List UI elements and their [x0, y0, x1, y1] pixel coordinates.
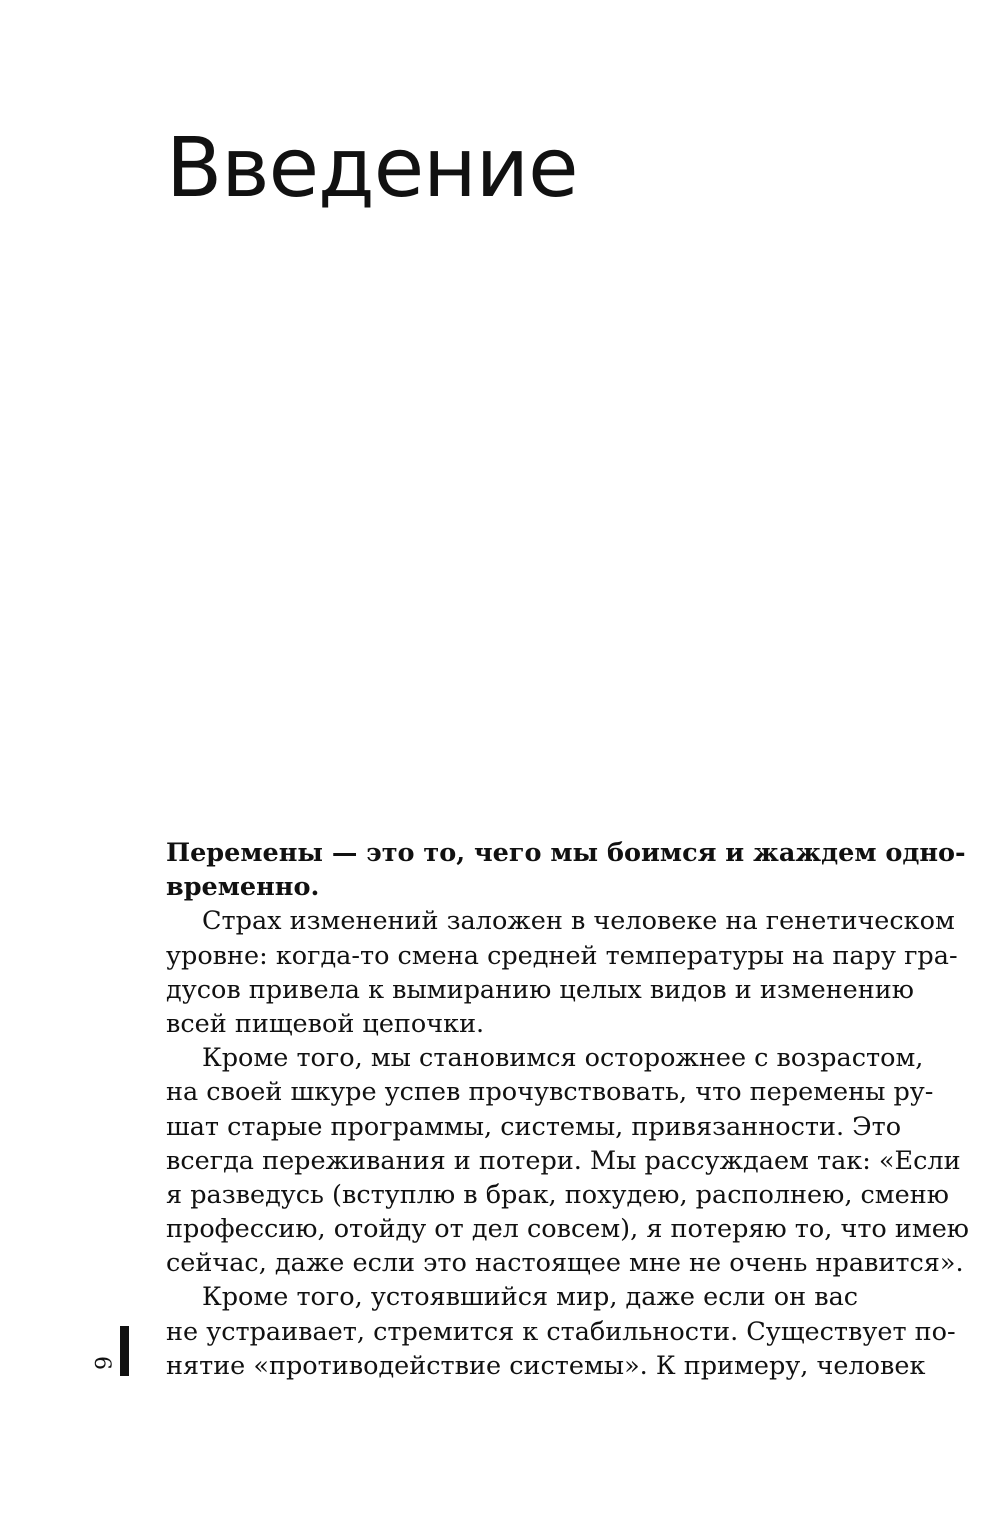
chapter-title: Введение: [166, 121, 578, 216]
text-line-10: всегда переживания и потери. Мы рассуждаем так: «Если: [166, 1145, 961, 1176]
text-line-1: Перемены — это то, чего мы боимся и жаждем одно-: [166, 838, 966, 868]
text-line-9: шат старые программы, системы, привязанности. Это: [166, 1111, 902, 1142]
text-line-2: временно.: [166, 872, 320, 903]
text-line-3: Страх изменений заложен в человеке на генетическом: [202, 906, 955, 937]
text-line-16: нятие «противодействие системы». К примеру, человек: [166, 1350, 926, 1381]
page-number: 6: [89, 1356, 114, 1370]
text-line-6: всей пищевой цепочки.: [166, 1008, 485, 1039]
text-line-14: Кроме того, устоявшийся мир, даже если он вас: [202, 1282, 859, 1313]
body-text: [166, 836, 970, 1383]
text-line-12: профессию, отойду от дел совсем), я потеряю то, что имею: [166, 1214, 970, 1245]
text-line-13: сейчас, даже если это настоящее мне не очень нравится».: [166, 1248, 964, 1279]
text-line-7: Кроме того, мы становимся осторожнее с возрастом,: [202, 1043, 924, 1074]
text-line-11: я разведусь (вступлю в брак, похудею, располнею, сменю: [166, 1179, 949, 1210]
text-line-8: на своей шкуре успев прочувствовать, что перемены ру-: [166, 1077, 934, 1108]
text-line-4: уровне: когда-то смена средней температуры на пару гра-: [166, 940, 958, 971]
text-line-5: дусов привела к вымиранию целых видов и изменению: [166, 974, 914, 1005]
text-line-15: не устраивает, стремится к стабильности. Существует по-: [166, 1316, 956, 1347]
page-rule: [120, 1326, 129, 1376]
